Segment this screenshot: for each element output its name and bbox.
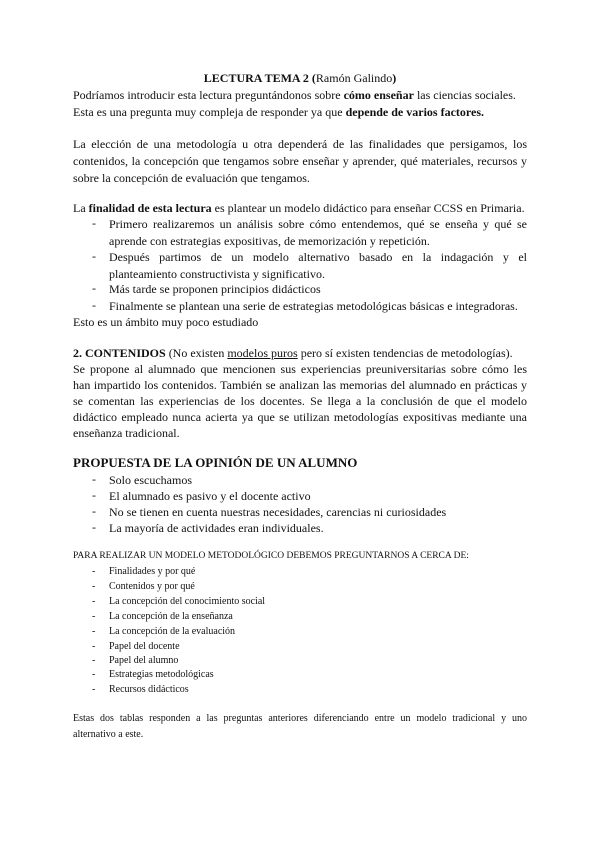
preguntas-item-6: Papel del docente [109,641,180,652]
contenidos-line-3: se comentan las experiencias de los docentes. Se llega a la conclusión de que el modelo [73,394,527,408]
intro-bold: cómo enseñar [343,88,414,102]
tablas-line-1: Estas dos tablas responden a las preguntas anteriores diferenciando entre un modelo tradicional y uno [73,713,527,724]
bullet-dash: - [92,655,96,666]
finalidad-item-1-line-1: Primero realizaremos un análisis sobre cómo entendemos, qué se enseña y qué se [109,217,527,231]
finalidad-item-2-line-2: planteamiento constructivista y significativo. [109,267,325,281]
bullet-dash: - [92,596,96,607]
preguntas-item-1: Finalidades y por qué [109,566,196,577]
contenidos-paren-end: pero sí existen tendencias de metodologías). [297,346,513,360]
bullet-dash: - [92,641,96,652]
contenidos-line-2: han impartido los contenidos. También se analizan las memorias del alumnado en prácticas y [73,378,527,392]
intro-bold-2: depende de varios factores. [345,105,485,119]
bullet-dash: - [92,281,96,295]
bullet-dash: - [92,504,96,518]
bullet-dash: - [92,684,96,695]
finalidad-item-3: Más tarde se proponen principios didácticos [109,282,321,296]
title-close: ) [392,71,397,85]
intro-text: Podríamos introducir esta lectura preguntándonos sobre [73,88,344,102]
preguntas-item-2: Contenidos y por qué [109,581,195,592]
finalidad-text-end: es plantear un modelo didáctico para enseñar CCSS en Primaria. [211,201,525,215]
contenidos-line-1: Se propone al alumnado que mencionen sus experiencias preuniversitarias sobre cómo les [73,362,527,376]
preguntas-item-4: La concepción de la enseñanza [109,611,233,622]
contenidos-heading-line [73,345,513,362]
finalidad-text: La [73,201,89,215]
bullet-dash: - [92,216,96,230]
preguntas-heading: PARA REALIZAR UN MODELO METODOLÓGICO DEBEMOS PREGUNTARNOS A CERCA DE: [73,551,469,561]
title-author: Ramón Galindo [315,71,393,85]
propuesta-heading: PROPUESTA DE LA OPINIÓN DE UN ALUMNO [73,455,358,470]
contenidos-underlined: modelos puros [227,346,298,360]
propuesta-item-3: No se tienen en cuenta nuestras necesidades, carencias ni curiosidades [109,505,447,519]
bullet-dash: - [92,488,96,502]
preguntas-item-9: Recursos didácticos [109,684,189,695]
eleccion-line-3: sobre la concepción de evaluación que tengamos. [73,171,310,185]
intro-text-end: las ciencias sociales. [413,88,516,102]
finalidad-item-4: Finalmente se plantean una serie de estrategias metodológicas básicas e integradoras. [109,299,518,313]
bullet-dash: - [92,581,96,592]
contenidos-paren: (No existen [165,346,228,360]
finalidad-bold: finalidad de esta lectura [88,201,212,215]
preguntas-item-8: Estrategias metodológicas [109,669,214,680]
contenidos-heading: 2. CONTENIDOS [73,346,166,360]
finalidad-closing: Esto es un ámbito muy poco estudiado [73,315,259,329]
preguntas-item-7: Papel del alumno [109,655,179,666]
title-bold: LECTURA TEMA 2 ( [203,71,316,85]
propuesta-item-4: La mayoría de actividades eran individuales. [109,521,324,535]
bullet-dash: - [92,298,96,312]
bullet-dash: - [92,611,96,622]
eleccion-line-1: La elección de una metodología u otra dependerá de las finalidades que persigamos, los [73,137,527,151]
finalidad-item-2-line-1: Después partimos de un modelo alternativo basado en la indagación y el [109,250,527,264]
bullet-dash: - [92,249,96,263]
finalidad-line [73,200,525,217]
contenidos-line-5: enseñanza tradicional. [73,426,180,440]
bullet-dash: - [92,520,96,534]
bullet-dash: - [92,566,96,577]
bullet-dash: - [92,669,96,680]
intro-text-2: Esta es una pregunta muy compleja de responder ya que [73,105,346,119]
eleccion-line-2: contenidos, la concepción que tengamos sobre enseñar y aprender, qué materiales, recursos y [73,154,527,168]
tablas-line-2: alternativo a este. [73,729,144,740]
contenidos-line-4: didáctico empleado nunca acierta ya que se utilizan metodologías expositivas mediante una [73,410,527,424]
preguntas-item-5: La concepción de la evaluación [109,626,236,637]
propuesta-item-1: Solo escuchamos [109,473,192,487]
intro-line-1 [73,87,516,104]
finalidad-item-1-line-2: aprende con estrategias expositivas, de memorización y repetición. [109,234,430,248]
bullet-dash: - [92,626,96,637]
propuesta-item-2: El alumnado es pasivo y el docente activo [109,489,311,503]
intro-line-2 [73,104,484,121]
page-title [0,71,600,86]
bullet-dash: - [92,472,96,486]
preguntas-item-3: La concepción del conocimiento social [109,596,266,607]
